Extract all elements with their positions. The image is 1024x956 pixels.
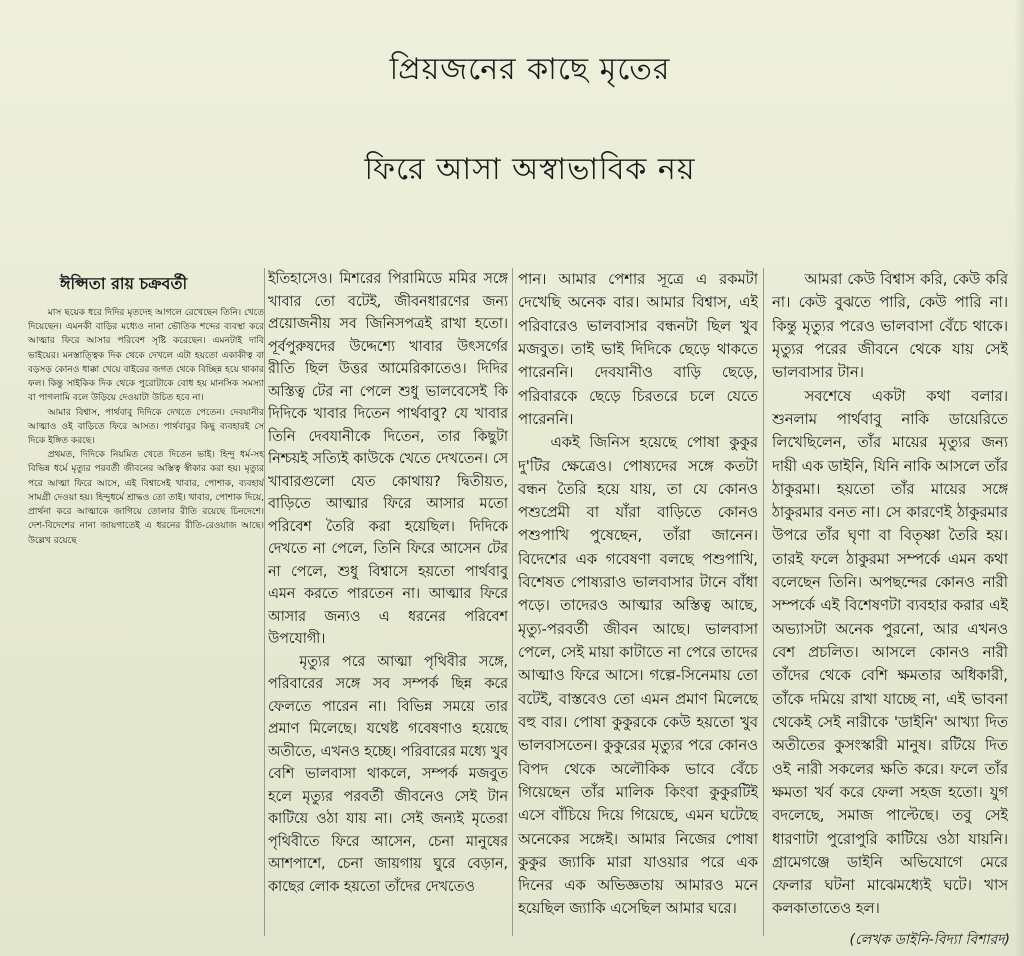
paragraph: আমরা কেউ বিশ্বাস করি, কেউ করি না। কেউ বুঝতে পারি, কেউ পারি না। কিন্তু মৃত্যুর পরেও ভালবাসা বেঁচে থাকে। মৃত্যুর পরের জীবনে থেকে যায় সেই ভালবাসার টান। <box>772 271 1008 382</box>
paragraph: প্রথমত, দিদিকে নিয়মিত খেতে দিতেন ভাই। হিন্দু ধর্ম-সহ বিভিন্ন ধর্মে মৃত্যুর পরবর্তী জীবনের অস্তিত্ব স্বীকার করা হয়। মৃত্যুর পরে আত্মা ফিরে আসে, এই বিশ্বাসেই খাবার, পোশাক, ব্যবহার্য সামগ্রী দেওয়া হয়। হিন্দুধর্মে শ্রাদ্ধও তো তাই। খাবার, পোশাক দিয়ে, প্রার্থনা করে আত্মাকে জাগিয়ে তোলার রীতি রয়েছে চিনদেশে। দেশ-বিদেশের নানা জায়গাতেই এ ধরনের রীতি-রেওয়াজ আছে। উল্লেখ রয়েছে <box>28 450 264 546</box>
author-credit: (লেখক ডাইনি-বিদ্যা বিশারদ) <box>849 932 1010 948</box>
paragraph: একই জিনিস হয়েছে পোষা কুকুর দু'টির ক্ষেত্রেও। পোষ্যদের সঙ্গে কতটা বন্ধন তৈরি হয়ে যায়, তা যে কোনও পশুপ্রেমী বা যাঁরা বাড়িতে কোনও পশুপাখি পুষেছেন, তাঁরা জানেন। বিদেশের এক গবেষণা বলছে পশুপাখি, বিশেষত পোষ্যরাও ভালবাসার টানে বাঁধা পড়ে। তাদেরও আত্মার অস্তিত্ব আছে, মৃত্যু-পরবর্তী জীবন আছে। ভালবাসা পেলে, সেই মায়া কাটাতে না পেরে তাদের আত্মাও ফিরে আসে। গল্পে-সিনেমায় তো বটেই, বাস্তবেও তো এমন প্রমাণ মিলেছে বহু বার। পোষা কুকুরকে কেউ হয়তো খুব ভালবাসতেন। কুকুরের মৃত্যুর পরে কোনও বিপদ থেকে অলৌকিক ভাবে বেঁচে গিয়েছেন তাঁর মালিক কিংবা কুকুরটিই এসে বাঁচিয়ে দিয়ে গিয়েছে, এমন ঘটেছে অনেকের সঙ্গেই। আমার নিজের পোষা কুকুর জ্যাকি মারা যাওয়ার পরে এক দিনের এক অভিজ্ঞতায় আমারও মনে হয়েছিল জ্যাকি এসেছিল আমার ঘরে। <box>518 434 758 918</box>
headline-line-2: ফিরে আসা অস্বাভাবিক নয় <box>364 152 696 187</box>
article-column-4 <box>772 268 1008 921</box>
headline <box>60 20 1000 220</box>
column-divider <box>763 268 764 936</box>
paragraph: সবশেষে একটা কথা বলার। শুনলাম পার্থবাবু নাকি ডায়েরিতে লিখেছিলেন, তাঁর মায়ের মৃত্যুর জন্য দায়ী এক ডাইনি, যিনি নাকি আসলে তাঁর ঠাকুরমা। হয়তো তাঁর মায়ের সঙ্গে ঠাকুরমার বনত না। সে কারণেই ঠাকুরমার উপরে তাঁর ঘৃণা বা বিতৃষ্ণা তৈরি হয়। তারই ফলে ঠাকুরমা সম্পর্কে এমন কথা বলেছেন তিনি। অপছন্দের কোনও নারী সম্পর্কে এই বিশেষণটা ব্যবহার করার এই অভ্যাসটা অনেক পুরনো, আর এখনও বেশ প্রচলিত। আসলে কোনও নারী তাঁদের থেকে বেশি ক্ষমতার অধিকারী, তাঁকে দমিয়ে রাখা যাচ্ছে না, এই ভাবনা থেকেই সেই নারীকে 'ডাইনি' আখ্যা দিত অতীতের কুসংস্কারী মানুষ। রটিয়ে দিত ওই নারী সকলের ক্ষতি করে। ফলে তাঁর ক্ষমতা খর্ব করে ফেলা সহজ হতো। যুগ বদলেছে, সমাজ পাল্টেছে। তবু সেই ধারণাটা পুরোপুরি কাটিয়ে ওঠা যায়নি। গ্রামেগঞ্জে ডাইনি অভিযোগে মেরে ফেলার ঘটনা মাঝেমধ্যেই ঘটে। খাস কলকাতাতেও হল। <box>772 387 1008 918</box>
article-column-1 <box>28 306 264 926</box>
byline: ঈপ্সিতা রায় চক্রবর্তী <box>60 274 188 293</box>
paragraph: আমার বিশ্বাস, পার্থবাবু দিদিকে দেখতে পেতেন। দেবযানীর আত্মাও ওই বাড়িতে ফিরে আসত। পার্থবাবুর কিছু ব্যবহারই সে দিকে ইঙ্গিত করছে। <box>28 407 264 446</box>
paragraph: পান। আমার পেশার সূত্রে এ রকমটা দেখেছি অনেক বার। আমার বিশ্বাস, এই পরিবারেও ভালবাসার বন্ধনটা ছিল খুব মজবুত। তাই ভাই দিদিকে ছেড়ে থাকতে পারেননি। দেবযানীও বাড়ি ছেড়ে, পরিবারকে ছেড়ে চিরতরে চলে যেতে পারেননি। <box>518 271 758 428</box>
scan-edge-shadow <box>1014 0 1024 956</box>
column-divider <box>512 268 513 936</box>
paragraph: ইতিহাসেও। মিশরের পিরামিডে মমির সঙ্গে খাবার তো বটেই, জীবনধারণের জন্য প্রয়োজনীয় সব জিনিসপত্রই রাখা হতো। পূর্বপুরুষদের উদ্দেশ্যে খাবার উৎসর্গের রীতি ছিল উত্তর আমেরিকাতেও। দিদির অস্তিত্ব টের না পেলে শুধু ভালবেসেই কি দিদিকে খাবার দিতেন পার্থবাবু? যে খাবার তিনি দেবযানীকে দিতেন, তার কিছুটা নিশ্চয়ই সত্যিই কাউকে খেতে দেখতেন। সে খাবারগুলো যেত কোথায়? দ্বিতীয়ত, বাড়িতে আত্মার ফিরে আসার মতো পরিবেশ তৈরি করা হয়েছিল। দিদিকে দেখতে না পেলে, তিনি ফিরে আসেন টের না পেলে, শুধু বিশ্বাসে হয়তো পার্থবাবু এমন করতে পারতেন না। আত্মার ফিরে আসার জন্যও এ ধরনের পরিবেশ উপযোগী। <box>268 271 508 648</box>
paragraph: মাস ছয়েক ধরে দিদির মৃতদেহ আগলে রেখেছেন তিনি। খেতে দিয়েছেন। এমনকী বাড়ির মধ্যেও নানা ভৌতিক শব্দের ব্যবস্থা করে আত্মার ফিরে আসার পরিবেশ সৃষ্টি করেছেন। এমনটাই দাবি ভাইয়ের। মনস্তাত্ত্বিক দিক থেকে দেখলে এটা হয়তো একাকীত্ব বা বড়সড় কোনও ধাক্কা খেয়ে বাইরের জগত থেকে বিচ্ছিন্ন হয়ে থাকার ফল। কিন্তু সাইকিক দিক থেকে পুরোটাকে বোধ হয় মানসিক সমস্যা বা পাগলামি বলে উড়িয়ে দেওয়াটা উচিত হবে না। <box>28 308 264 404</box>
article-column-2 <box>268 268 508 898</box>
paragraph: মৃত্যুর পরে আত্মা পৃথিবীর সঙ্গে, পরিবারের সঙ্গে সব সম্পর্ক ছিন্ন করে ফেলতে পারেন না। বিভিন্ন সময়ে তার প্রমাণ মিলেছে। যথেষ্ট গবেষণাও হয়েছে অতীতে, এখনও হচ্ছে। পরিবারের মধ্যে খুব বেশি ভালবাসা থাকলে, সম্পর্ক মজবুত হলে মৃত্যুর পরবর্তী জীবনেও সেই টান কাটিয়ে ওঠা যায় না। সেই জন্যই মৃতেরা পৃথিবীতে ফিরে আসেন, চেনা মানুষের আশপাশে, চেনা জায়গায় ঘুরে বেড়ান, কাছের লোক হয়তো তাঁদের দেখতেও <box>268 653 508 895</box>
column-divider <box>264 268 265 936</box>
headline-line-1: প্রিয়জনের কাছে মৃতের <box>389 52 671 87</box>
article-column-3 <box>518 268 758 921</box>
